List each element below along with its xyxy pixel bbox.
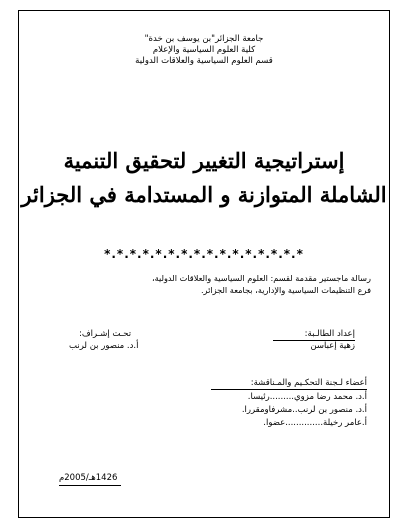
date-underline	[59, 485, 121, 486]
faculty-name: كلية العلوم السياسية والإعلام	[152, 45, 256, 55]
star-separator: *.*.*.*.*.*.*.*.*.*.*.*.*.*.*.*	[104, 247, 304, 261]
committee-list	[242, 391, 367, 430]
title-line-2: الشاملة المتوازنة و المستدامة في الجزائر	[21, 182, 387, 207]
department-name: قسم العلوم السياسية والعلاقات الدولية	[135, 56, 273, 66]
committee-member: أ.د. منصور بن لرنب..مشرفاومقررا.	[241, 405, 367, 415]
thesis-title	[19, 144, 389, 212]
committee-title-underline	[211, 389, 367, 390]
thesis-description	[31, 272, 371, 296]
university-header	[19, 34, 389, 67]
description-line-1: رسالة ماجستير مقدمة لقسم: العلوم السياسية والعلاقات الدولية،	[151, 273, 371, 283]
prepared-by-label: إعداد الطالـبة:	[304, 329, 355, 339]
title-line-1: إستراتيجية التغيير لتحقيق التنمية	[63, 148, 345, 173]
student-name: زهية إعباسن	[310, 341, 355, 351]
university-name: جامعة الجزائر"بن يوسف بن خدة"	[144, 34, 264, 44]
document-page	[18, 10, 390, 518]
supervisor-label: تحـت إشـراف:	[79, 329, 132, 339]
committee-member: أ.عامر رخيلة..............عضوا.	[263, 418, 367, 428]
committee-title: أعضاء لـجنة التحكـيم والمـناقشة:	[250, 378, 367, 388]
academic-year: 1426هـ/2005م	[59, 473, 118, 483]
supervisor-name: أ.د. منصور بن لرنب	[69, 341, 139, 351]
committee-member: أ.د. محمد رضا مزوي.........رئيسا.	[247, 392, 367, 402]
description-line-2: فرع التنظيمات السياسية والإدارية، بجامعة الجزائر.	[200, 285, 371, 295]
